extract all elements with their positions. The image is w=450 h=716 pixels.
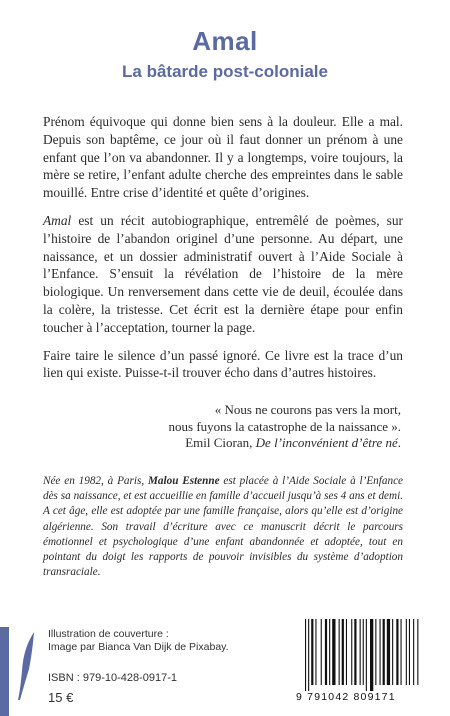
barcode-bar	[305, 619, 306, 691]
barcode-bar	[321, 619, 322, 685]
author-bio	[43, 474, 403, 580]
barcode-bar	[342, 619, 344, 685]
barcode-bar	[392, 619, 393, 685]
quote-line-1: « Nous ne courons pas vers la mort,	[214, 402, 401, 417]
cover-credit	[48, 628, 229, 654]
barcode-bar	[354, 619, 356, 685]
barcode-bar	[417, 619, 418, 685]
barcode-bar	[329, 619, 330, 685]
barcode-bar	[401, 619, 402, 685]
quote-work: De l’inconvénient d’être né	[255, 435, 398, 450]
quill-logo-icon	[17, 631, 37, 701]
barcode-number: 9 791042 809171	[296, 691, 396, 703]
barcode-bar	[387, 619, 390, 685]
barcode-bar	[339, 619, 340, 685]
barcode-bar	[325, 619, 327, 685]
publisher-color-band	[0, 627, 9, 716]
summary-title-italic: Amal	[43, 212, 72, 228]
barcode-bar	[311, 619, 313, 685]
barcode-bar	[332, 619, 335, 685]
book-subtitle: La bâtarde post-coloniale	[122, 62, 328, 81]
bio-after: est placée à l’Aide Sociale à l’Enfance dès sa naissance, et est accueillie en famille d’accueil jusqu’à ses 4 ans et demi. A cet âge, elle est adoptée par une famille française, alors qu’elle est d’origine algérienne. Son travail d’écriture avec ce manuscrit décrit le parcours émotionnel et psychologique d’une enfant abandonnée et adoptée, tout en pointant du doigt les rapports de pouvoir invisibles du système d’adoption transraciale.	[43, 475, 403, 579]
quote-attribution	[101, 435, 401, 452]
barcode-bar	[383, 619, 385, 685]
barcode-bar	[409, 619, 410, 685]
barcode-bar	[360, 619, 361, 685]
barcode-bars-icon	[299, 617, 419, 691]
isbn-text: ISBN : 979-10-428-0917-1	[48, 672, 178, 684]
barcode-bar	[315, 619, 316, 685]
quote-work-end: .	[397, 435, 401, 450]
bio-before: Née en 1982, à Paris,	[43, 475, 148, 487]
barcode-bar	[413, 619, 414, 685]
barcode-bar	[308, 619, 309, 691]
summary-paragraph-3: Faire taire le silence d’un passé ignoré. Ce livre est la trace d’un lien qui existe. Puisse-t-il trouver écho dans d’autres histoires.	[43, 347, 403, 381]
book-title: Amal	[192, 26, 258, 56]
barcode-bar	[396, 619, 398, 685]
barcode-bar	[346, 619, 347, 685]
bio-author-name: Malou Estenne	[147, 475, 220, 487]
barcode-bar	[363, 619, 364, 685]
summary-paragraph-2	[43, 212, 403, 337]
quote-author: Emil Cioran,	[185, 435, 256, 450]
barcode-bar	[375, 619, 376, 685]
credit-line-1: Illustration de couverture :	[48, 628, 169, 640]
barcode-bar	[370, 619, 373, 691]
epigraph-quote	[101, 402, 401, 452]
barcode-bar	[380, 619, 381, 685]
price-text: 15 €	[48, 690, 74, 705]
back-cover-summary	[43, 113, 403, 392]
barcode-bar	[406, 619, 407, 685]
barcode-bar	[351, 619, 352, 685]
summary-paragraph-2-text: est un récit autobiographique, entremêlé de poèmes, sur l’histoire de l’abandon originel d’une personne. Au départ, une naissance, et un dossier administratif ouvert à l’Aide Sociale à l’Enfance. S’ensuit la révélation de l’histoire de la mère biologique. Un renversement dans cette vie de deuil, écoulée dans la colère, la tristesse. Cet écrit est la dernière étape pour enfin toucher à l’acceptation, tourner la page.	[43, 212, 403, 335]
summary-paragraph-1: Prénom équivoque qui donne bien sens à la douleur. Elle a mal. Depuis son baptême, ce jour où il faut donner un prénom à une enfant que l’on va abandonner. Il y a longtemps, voire toujours, la mère se retire, l’enfant adulte cherche des empreintes dans le sable mouillé. Entre crise d’identité et quête d’origines.	[43, 114, 403, 201]
credit-line-2: Image par Bianca Van Dijk de Pixabay.	[48, 641, 229, 653]
quote-line-2: nous fuyons la catastrophe de la naissance ».	[168, 418, 401, 434]
barcode-bar	[366, 619, 367, 691]
